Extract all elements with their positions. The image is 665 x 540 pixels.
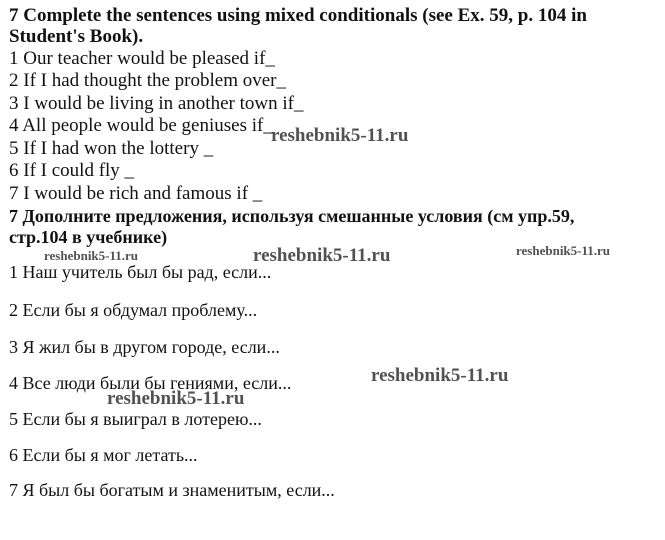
watermark: reshebnik5-11.ru <box>107 388 245 409</box>
russian-heading-line-1: 7 Дополните предложения, используя смешанные условия (см упр.59, <box>9 206 575 226</box>
russian-heading-line-2: стр.104 в учебнике) <box>9 227 168 247</box>
russian-item: 5 Если бы я выиграл в лотерею... <box>9 409 262 429</box>
watermark: reshebnik5-11.ru <box>516 243 611 258</box>
english-item: 5 If I had won the lottery _ <box>9 138 214 159</box>
russian-item: 2 Если бы я обдумал проблему... <box>9 300 258 320</box>
russian-item: 7 Я был бы богатым и знаменитым, если... <box>9 480 335 500</box>
english-item: 7 I would be rich and famous if _ <box>9 183 263 204</box>
russian-item: 1 Наш учитель был бы рад, если... <box>9 262 272 282</box>
english-item: 4 All people would be geniuses if_ <box>9 115 273 136</box>
russian-item: 4 Все люди были бы гениями, если... <box>9 373 292 393</box>
watermark: reshebnik5-11.ru <box>253 245 391 266</box>
watermark: reshebnik5-11.ru <box>44 248 139 263</box>
english-heading-line-2: Student's Book). <box>9 26 144 47</box>
english-item: 1 Our teacher would be pleased if_ <box>9 48 275 69</box>
english-item: 6 If I could fly _ <box>9 160 135 181</box>
watermark: reshebnik5-11.ru <box>371 365 509 386</box>
english-item: 2 If I had thought the problem over_ <box>9 70 287 91</box>
watermark: reshebnik5-11.ru <box>271 125 409 146</box>
english-item: 3 I would be living in another town if_ <box>9 93 304 114</box>
english-heading-line-1: 7 Complete the sentences using mixed conditionals (see Ex. 59, p. 104 in <box>9 5 587 26</box>
russian-item: 3 Я жил бы в другом городе, если... <box>9 337 280 357</box>
russian-item: 6 Если бы я мог летать... <box>9 445 198 465</box>
